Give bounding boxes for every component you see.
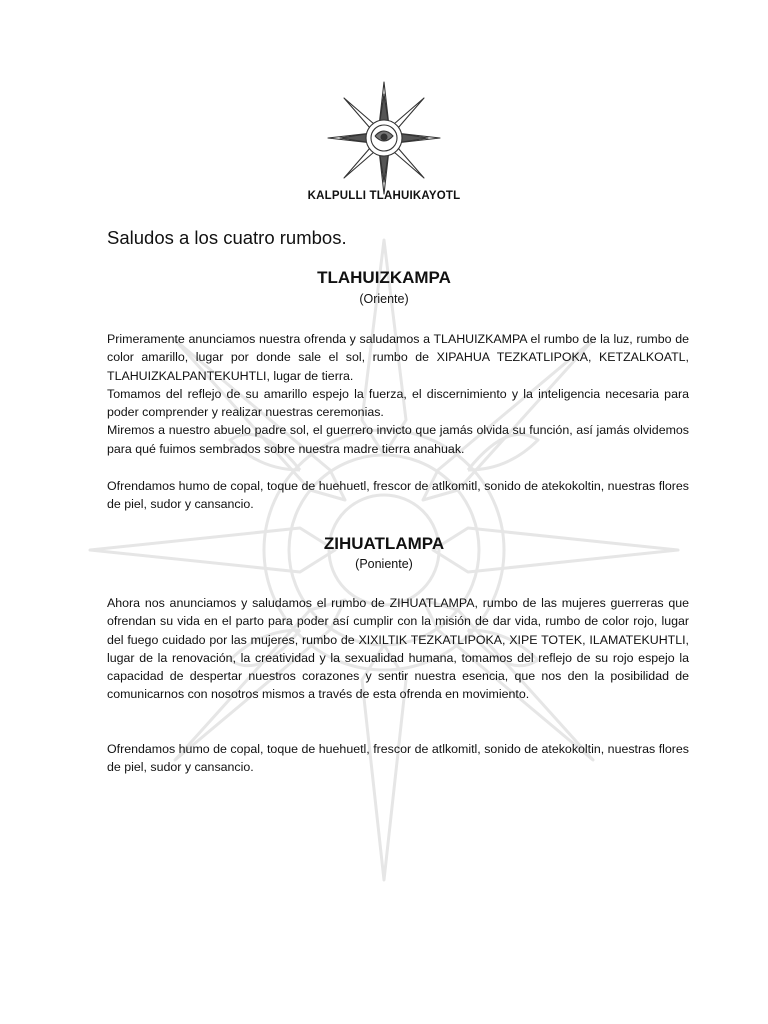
paragraph: Ofrendamos humo de copal, toque de huehuetl, frescor de atlkomitl, sonido de atekokoltin, nuestras flores de piel, sudor y cansancio. — [107, 479, 689, 512]
greeting-heading: Saludos a los cuatro rumbos. — [107, 227, 347, 248]
section-title-tlahuizkampa: TLAHUIZKAMPA — [317, 268, 451, 287]
section-title-zihuatlampa: ZIHUATLAMPA — [323, 534, 445, 553]
section-body-zihuatlampa — [107, 594, 689, 704]
section-body-tlahuizkampa — [107, 330, 689, 458]
paragraph: Ahora nos anunciamos y saludamos el rumbo de ZIHUATLAMPA, rumbo de las mujeres guerreras que ofrendan su vida en el parto para poder así cumplir con la misión de dar vida, rumbo de color rojo, lugar del fuego cuidado por las mujeres, rumbo de XIXILTIK TEZKATLIPOKA, XIPE TOTEK, ILAMATEKUHTLI, lugar de la renovación, la creatividad y la sexualidad humana, tomamos del reflejo de su rojo espejo la capacidad de despertar nuestros corazones y sentir nuestra esencia, que nos den la posibilidad de comunicarnos con nosotros mismos a través de esta ofrenda en movimiento. — [107, 596, 689, 702]
offering-paragraph-zihuatlampa — [107, 740, 689, 777]
paragraph: Primeramente anunciamos nuestra ofrenda y saludamos a TLAHUIZKAMPA el rumbo de la luz, rumbo de color amarillo, lugar por donde sale el sol, rumbo de XIPAHUA TEZKATLIPOKA, KETZALKOATL, TLAHUIZKALPANTEKUHTLI, lugar de tierra. — [107, 332, 689, 383]
offering-paragraph-tlahuizkampa — [107, 477, 689, 514]
paragraph: Ofrendamos humo de copal, toque de huehuetl, frescor de atlkomitl, sonido de atekokoltin, nuestras flores de piel, sudor y cansancio. — [107, 742, 689, 775]
organization-name: KALPULLI TLAHUIKAYOTL — [307, 190, 461, 202]
section-subtitle-poniente: (Poniente) — [355, 557, 413, 571]
paragraph: Tomamos del reflejo de su amarillo espejo la fuerza, el discernimiento y la inteligencia necesaria para poder comprender y realizar nuestras ceremonias. — [107, 386, 689, 420]
sun-compass-emblem-icon — [326, 80, 442, 196]
section-subtitle-oriente: (Oriente) — [359, 292, 409, 306]
paragraph: Miremos a nuestro abuelo padre sol, el guerrero invicto que jamás olvida su función, así jamás olvidemos para qué fuimos sembrados sobre nuestra madre tierra anahuak. — [107, 423, 689, 456]
